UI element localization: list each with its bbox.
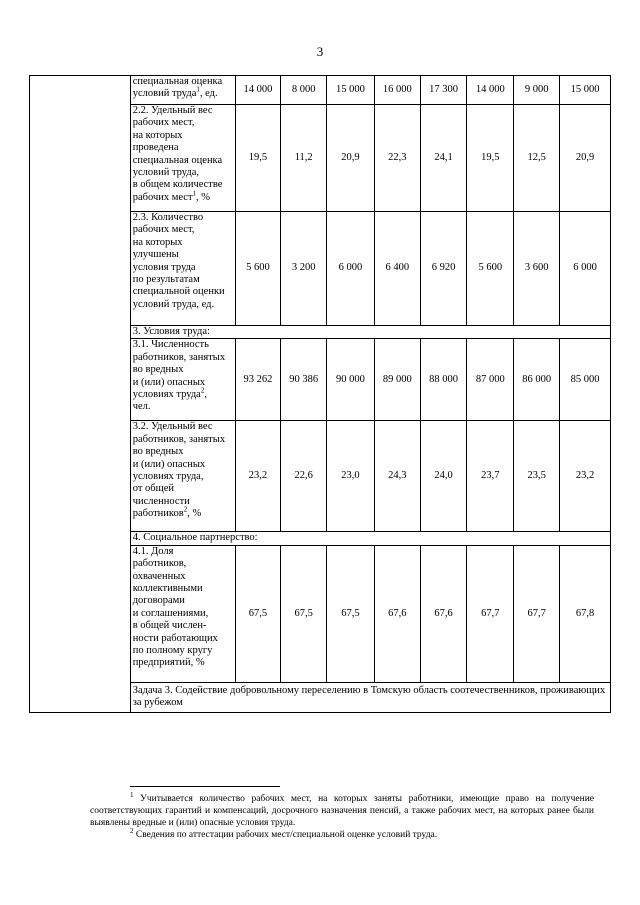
- section-heading: Задача 3. Содействие добровольному переселению в Томскую область соотечественников, проживающих за рубежом: [130, 682, 610, 712]
- table-body: [30, 76, 611, 713]
- indicator-label-line: по результатам: [132, 274, 200, 286]
- indicator-label-line: от общей: [132, 483, 175, 495]
- value-cell: 88 000: [420, 339, 467, 421]
- indicator-label: [130, 105, 235, 212]
- indicator-label-line: специальная оценка: [132, 154, 223, 166]
- value-cell: 67,7: [514, 545, 560, 682]
- indicator-label-line: условиях труда: [132, 389, 201, 401]
- footnote-reference: 2: [183, 505, 188, 514]
- indicator-label-line: ности работающих: [132, 632, 218, 644]
- footnote-separator: [130, 786, 280, 787]
- page-number: 3: [316, 44, 324, 59]
- indicator-label: [130, 421, 235, 532]
- indicator-label: [130, 76, 235, 105]
- value-cell: 90 386: [281, 339, 327, 421]
- indicator-label-line: 2.2. Удельный вес: [132, 105, 213, 116]
- value-cell: 6 400: [374, 212, 420, 326]
- indicator-label-line: рабочих мест: [132, 191, 193, 203]
- indicator-label-line: рабочих мест,: [132, 224, 195, 236]
- value-cell: 85 000: [560, 339, 611, 421]
- indicator-label-line: и соглашениями,: [132, 607, 209, 619]
- indicator-label-line: условия труда: [132, 261, 196, 273]
- footnote-1: [90, 790, 595, 829]
- empty-first-column: [30, 76, 131, 713]
- indicator-label-tail: ,: [204, 389, 207, 401]
- indicator-label-line: и (или) опасных: [132, 376, 206, 388]
- value-cell: 67,5: [235, 545, 281, 682]
- indicator-label-tail: , ед.: [199, 88, 218, 100]
- value-cell: 11,2: [281, 105, 327, 212]
- value-cell: 87 000: [467, 339, 514, 421]
- indicator-label-line: условий труда, ед.: [132, 298, 215, 310]
- value-cell: 6 000: [327, 212, 375, 326]
- value-cell: 67,7: [467, 545, 514, 682]
- value-cell: 17 300: [420, 76, 467, 105]
- value-cell: 86 000: [514, 339, 560, 421]
- value-cell: 67,6: [374, 545, 420, 682]
- value-cell: 3 200: [281, 212, 327, 326]
- indicator-label-line: 3.1. Численность: [132, 339, 209, 351]
- value-cell: 20,9: [560, 105, 611, 212]
- value-cell: 23,0: [327, 421, 375, 532]
- value-cell: 8 000: [281, 76, 327, 105]
- footnote-1-text: Учитывается количество рабочих мест, на которых заняты работники, имеющие право на получение соответствующих гарантий и компенсаций, досрочного назначения пенсий, а также рабочих мест, на которых ранее были выявлены вредные и (или) опасные условия труда.: [90, 794, 595, 828]
- value-cell: 67,6: [420, 545, 467, 682]
- indicator-label: [130, 545, 235, 682]
- indicator-label-line: охваченных: [132, 570, 186, 582]
- value-cell: 9 000: [514, 76, 560, 105]
- indicator-label-line: 3.2. Удельный вес: [132, 421, 213, 433]
- value-cell: 5 600: [235, 212, 281, 326]
- indicator-label-line: условий труда: [132, 88, 197, 100]
- footnote-2: [90, 826, 594, 841]
- section-heading: 4. Социальное партнерство:: [130, 532, 610, 545]
- indicator-label-line: 2.3. Количество: [132, 212, 204, 223]
- value-cell: 19,5: [467, 105, 514, 212]
- indicator-label-line: работников: [132, 508, 184, 520]
- indicator-label: [130, 339, 235, 421]
- value-cell: 23,2: [560, 421, 611, 532]
- footnote-2-mark: 2: [130, 826, 134, 835]
- indicator-label: [130, 212, 235, 326]
- indicator-label-line: работников, занятых: [132, 433, 226, 445]
- value-cell: 24,1: [420, 105, 467, 212]
- indicator-label-line: в общей числен-: [132, 620, 207, 632]
- indicator-label-tail: , %: [196, 191, 211, 203]
- value-cell: 14 000: [467, 76, 514, 105]
- indicator-label-line: во вредных: [132, 446, 184, 458]
- value-cell: 67,5: [281, 545, 327, 682]
- indicator-label-line: чел.: [132, 401, 151, 413]
- indicator-label-line: и (или) опасных: [132, 458, 206, 470]
- value-cell: 14 000: [235, 76, 281, 105]
- value-cell: 23,7: [467, 421, 514, 532]
- value-cell: 22,3: [374, 105, 420, 212]
- indicators-table: [29, 75, 611, 713]
- value-cell: 24,0: [420, 421, 467, 532]
- value-cell: 12,5: [514, 105, 560, 212]
- indicator-label-line: договорами: [132, 595, 185, 607]
- indicator-label-line: предприятий, %: [132, 657, 205, 669]
- footnote-reference: 1: [196, 85, 200, 94]
- footnote-1-mark: 1: [130, 790, 134, 799]
- value-cell: 16 000: [374, 76, 420, 105]
- value-cell: 19,5: [235, 105, 281, 212]
- value-cell: 22,6: [281, 421, 327, 532]
- indicator-label-line: на которых: [132, 129, 183, 141]
- value-cell: 20,9: [327, 105, 375, 212]
- value-cell: 6 920: [420, 212, 467, 326]
- indicator-label-line: коллективными: [132, 583, 203, 595]
- indicator-label-line: работников,: [132, 558, 187, 570]
- indicator-label-line: проведена: [132, 142, 179, 154]
- indicator-label-line: во вредных: [132, 364, 184, 376]
- indicator-label-line: на которых: [132, 236, 183, 248]
- indicator-label-line: работников, занятых: [132, 351, 226, 363]
- section-heading: 3. Условия труда:: [130, 326, 610, 339]
- indicator-label-line: по полному кругу: [132, 645, 213, 657]
- indicator-label-line: численности: [132, 495, 190, 507]
- value-cell: 89 000: [374, 339, 420, 421]
- value-cell: 3 600: [514, 212, 560, 326]
- table-row: [30, 76, 611, 105]
- indicator-label-line: специальная оценка: [132, 76, 223, 87]
- indicator-label-line: условий труда,: [132, 167, 199, 179]
- value-cell: 5 600: [467, 212, 514, 326]
- value-cell: 93 262: [235, 339, 281, 421]
- indicator-label-line: условиях труда,: [132, 471, 204, 483]
- indicator-label-line: улучшены: [132, 249, 179, 261]
- value-cell: 23,2: [235, 421, 281, 532]
- value-cell: 24,3: [374, 421, 420, 532]
- indicator-label-line: специальной оценки: [132, 286, 225, 298]
- value-cell: 90 000: [327, 339, 375, 421]
- value-cell: 6 000: [560, 212, 611, 326]
- footnote-2-text: Сведения по аттестации рабочих мест/специальной оценке условий труда.: [135, 830, 438, 840]
- value-cell: 67,5: [327, 545, 375, 682]
- indicator-label-line: рабочих мест,: [132, 117, 195, 129]
- value-cell: 23,5: [514, 421, 560, 532]
- value-cell: 15 000: [560, 76, 611, 105]
- indicator-label-line: 4.1. Доля: [132, 545, 174, 557]
- indicator-label-line: в общем количестве: [132, 179, 223, 191]
- footnotes: [90, 790, 595, 841]
- footnote-reference: 2: [200, 386, 205, 395]
- indicator-label-tail: , %: [187, 508, 202, 520]
- value-cell: 67,8: [560, 545, 611, 682]
- value-cell: 15 000: [327, 76, 375, 105]
- footnote-reference: 1: [192, 189, 197, 198]
